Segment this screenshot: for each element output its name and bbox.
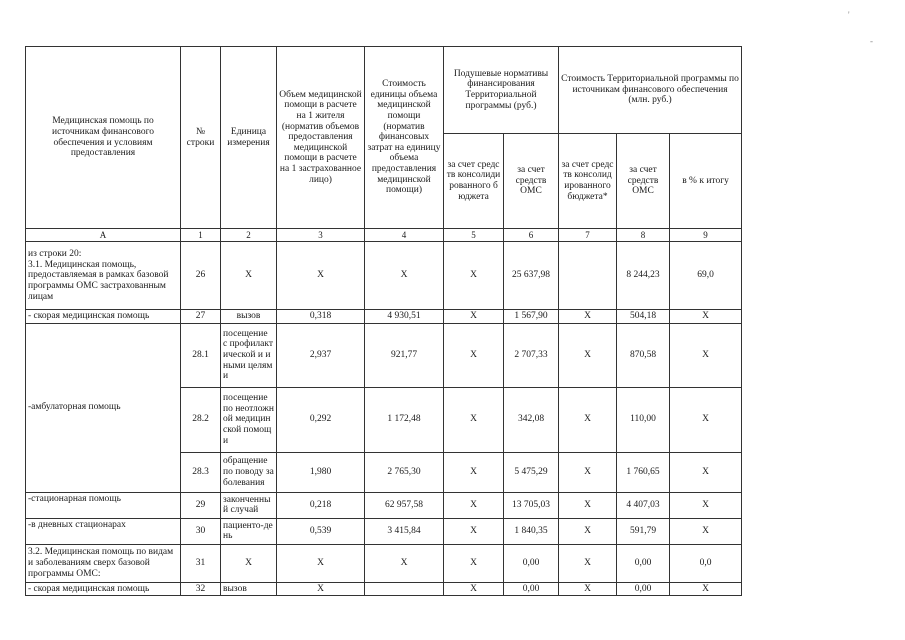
row-volume: X [277, 544, 365, 582]
row-c8: 870,58 [617, 323, 670, 387]
row-c5: X [444, 323, 504, 387]
index-cell: 6 [504, 229, 559, 242]
header-col-5: за счет средств консолидированного бюджета [444, 134, 504, 229]
row-volume: X [277, 582, 365, 596]
row-c6: 5 475,29 [504, 452, 559, 492]
row-volume: X [277, 242, 365, 310]
row-c7: X [559, 582, 617, 596]
scan-mark: - [870, 36, 873, 46]
header-group-norm: Подушевые нормативы финансирования Территориальной программы (руб.) [444, 47, 559, 134]
header-col-7: за счет средств консолидированного бюджета* [559, 134, 617, 229]
header-col-1: № строки [181, 47, 221, 229]
index-cell: 3 [277, 229, 365, 242]
row-unit: обращение по поводу заболевания [221, 452, 277, 492]
header-col-4: Стоимость единицы объема медицинской помощи (норматив финансовых затрат на единицу объема предоставления медицинской помощи) [365, 47, 444, 229]
row-unit-cost: 921,77 [365, 323, 444, 387]
row-unit: X [221, 544, 277, 582]
row-c8: 8 244,23 [617, 242, 670, 310]
row-unit: X [221, 242, 277, 310]
row-unit-cost: 1 172,48 [365, 387, 444, 452]
row-c6: 25 637,98 [504, 242, 559, 310]
row-unit-cost: 62 957,58 [365, 492, 444, 518]
row-number: 32 [181, 582, 221, 596]
table-row [26, 582, 742, 596]
index-cell: 5 [444, 229, 504, 242]
index-cell: 7 [559, 229, 617, 242]
row-number: 26 [181, 242, 221, 310]
row-c9: X [670, 582, 742, 596]
row-c9: X [670, 310, 742, 324]
row-unit-cost: X [365, 544, 444, 582]
row-unit: законченный случай [221, 492, 277, 518]
row-c9: X [670, 452, 742, 492]
row-c7: X [559, 492, 617, 518]
row-c8: 1 760,65 [617, 452, 670, 492]
row-unit-cost: 2 765,30 [365, 452, 444, 492]
row-c8: 0,00 [617, 582, 670, 596]
row-label: -амбулаторная помощь [26, 323, 181, 492]
header-col-6: за счет средств ОМС [504, 134, 559, 229]
row-c9: X [670, 323, 742, 387]
scan-mark: ' [848, 10, 850, 20]
index-cell: 8 [617, 229, 670, 242]
row-number: 28.1 [181, 323, 221, 387]
row-label: -стационарная помощь [26, 492, 181, 518]
row-c9: 69,0 [670, 242, 742, 310]
row-unit-cost [365, 582, 444, 596]
index-cell: 9 [670, 229, 742, 242]
row-volume: 0,539 [277, 518, 365, 544]
index-cell: А [26, 229, 181, 242]
index-cell: 4 [365, 229, 444, 242]
row-c6: 13 705,03 [504, 492, 559, 518]
row-volume: 2,937 [277, 323, 365, 387]
row-c5: X [444, 582, 504, 596]
row-c9: X [670, 387, 742, 452]
row-c5: X [444, 452, 504, 492]
row-label: из строки 20: 3.1. Медицинская помощь, предоставляемая в рамках базовой программы ОМС застрахованным лицам [26, 242, 181, 310]
row-label: -в дневных стационарах [26, 518, 181, 544]
row-volume: 0,318 [277, 310, 365, 324]
header-col-3: Объем медицинской помощи в расчете на 1 жителя (норматив объемов предоставления медицинской помощи в расчете на 1 застрахованное лицо) [277, 47, 365, 229]
row-number: 29 [181, 492, 221, 518]
index-cell: 1 [181, 229, 221, 242]
row-label: - скорая медицинская помощь [26, 582, 181, 596]
row-c8: 110,00 [617, 387, 670, 452]
row-volume: 0,292 [277, 387, 365, 452]
row-c6: 1 840,35 [504, 518, 559, 544]
row-c7: X [559, 452, 617, 492]
row-c8: 591,79 [617, 518, 670, 544]
row-c8: 504,18 [617, 310, 670, 324]
row-number: 28.3 [181, 452, 221, 492]
table-row [26, 323, 742, 387]
header-group-cost: Стоимость Территориальной программы по источникам финансового обеспечения (млн. руб.) [559, 47, 742, 134]
row-c7 [559, 242, 617, 310]
row-c6: 1 567,90 [504, 310, 559, 324]
header-row-1 [26, 47, 742, 134]
row-unit-cost: X [365, 242, 444, 310]
row-c6: 342,08 [504, 387, 559, 452]
row-unit: вызов [221, 582, 277, 596]
table-row [26, 310, 742, 324]
row-volume: 0,218 [277, 492, 365, 518]
row-c7: X [559, 387, 617, 452]
row-label: 3.2. Медицинская помощь по видам и заболеваниям сверх базовой программы ОМС: [26, 544, 181, 582]
table-row [26, 242, 742, 310]
row-c8: 0,00 [617, 544, 670, 582]
row-c9: 0,0 [670, 544, 742, 582]
header-col-a: Медицинская помощь по источникам финансового обеспечения и условиям предоставления [26, 47, 181, 229]
row-c9: X [670, 518, 742, 544]
row-c6: 0,00 [504, 582, 559, 596]
row-c5: X [444, 492, 504, 518]
row-unit: посещение по неотложной медицинской помощи [221, 387, 277, 452]
row-c8: 4 407,03 [617, 492, 670, 518]
row-c5: X [444, 518, 504, 544]
row-number: 31 [181, 544, 221, 582]
header-col-9: в % к итогу [670, 134, 742, 229]
row-c7: X [559, 323, 617, 387]
row-unit: пациенто-день [221, 518, 277, 544]
row-unit-cost: 3 415,84 [365, 518, 444, 544]
row-volume: 1,980 [277, 452, 365, 492]
row-c6: 2 707,33 [504, 323, 559, 387]
row-c7: X [559, 310, 617, 324]
budget-table [25, 46, 742, 596]
row-number: 27 [181, 310, 221, 324]
index-cell: 2 [221, 229, 277, 242]
row-c7: X [559, 544, 617, 582]
row-c9: X [670, 492, 742, 518]
row-c5: X [444, 310, 504, 324]
row-c6: 0,00 [504, 544, 559, 582]
table-row [26, 492, 742, 518]
header-col-2: Единица измерения [221, 47, 277, 229]
row-unit: вызов [221, 310, 277, 324]
row-c5: X [444, 387, 504, 452]
header-col-8: за счет средств ОМС [617, 134, 670, 229]
table-row [26, 518, 742, 544]
row-label: - скорая медицинская помощь [26, 310, 181, 324]
row-number: 30 [181, 518, 221, 544]
row-number: 28.2 [181, 387, 221, 452]
table-row [26, 544, 742, 582]
row-c5: X [444, 242, 504, 310]
row-unit: посещение с профилактической и иными целями [221, 323, 277, 387]
row-c5: X [444, 544, 504, 582]
row-unit-cost: 4 930,51 [365, 310, 444, 324]
index-row [26, 229, 742, 242]
row-c7: X [559, 518, 617, 544]
